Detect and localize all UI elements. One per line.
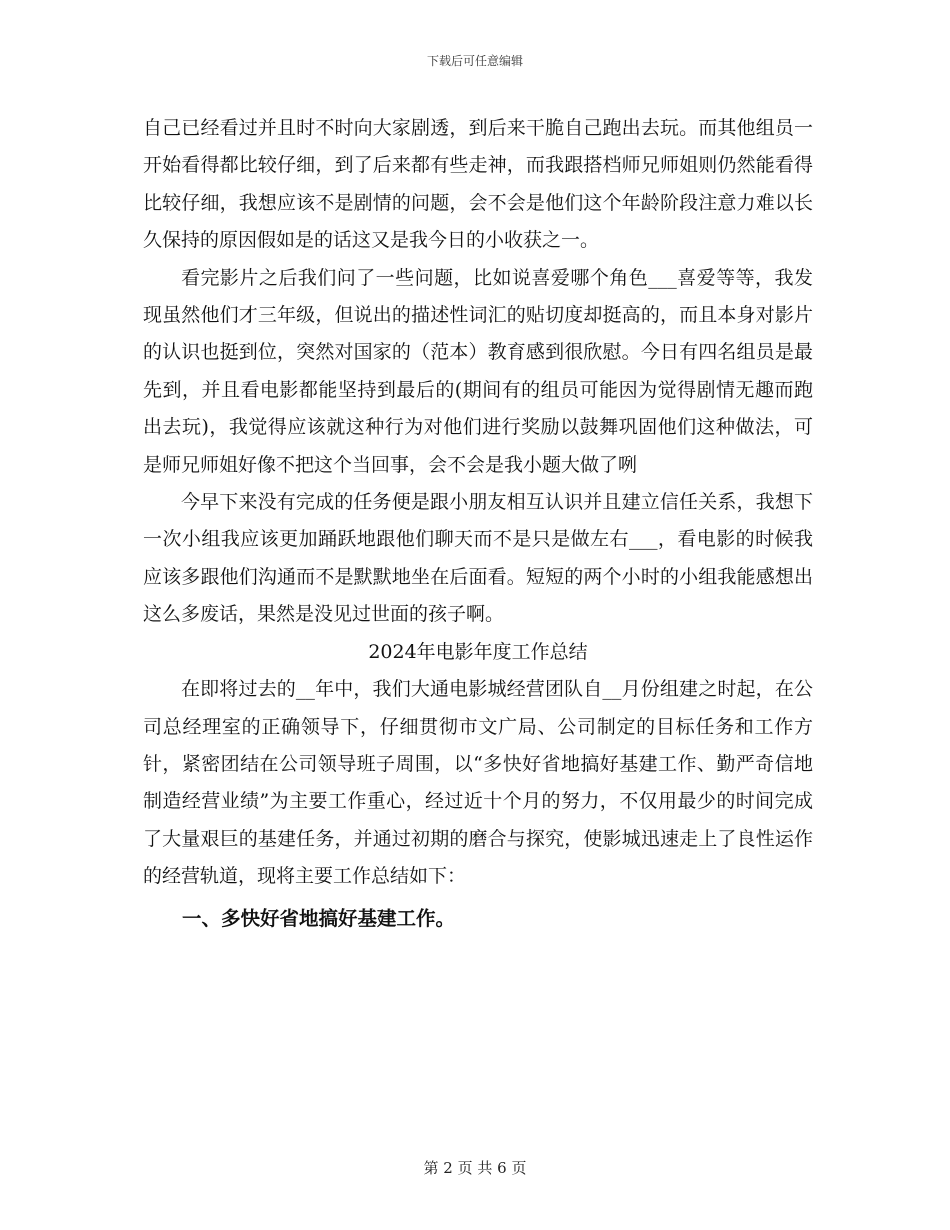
subheading-infrastructure: 一、多快好省地搞好基建工作。 bbox=[182, 906, 456, 930]
page-number: 第 2 页 共 6 页 bbox=[423, 1159, 527, 1177]
paragraph-summary-intro: 在即将过去的__年中，我们大通电影城经营团队自__月份组建之时起，在公司总经理室的正确领导下，仔细贯彻市文广局、公司制定的目标任务和工作方针，紧密团结在公司领导班子周围，以“多快好省地搞好基建工作、勤严奇信地制造经营业绩”为主要工作重心，经过近十个月的努力，不仅用最少的时间完成了大量艰巨的基建任务，并通过初期的磨合与探究，使影城迅速走上了良性运作的经营轨道，现将主要工作总结如下： bbox=[143, 678, 813, 888]
document-body bbox=[143, 110, 813, 937]
page-header: 下载后可任意编辑 bbox=[426, 54, 523, 68]
paragraph-unfinished-task: 今早下来没有完成的任务便是跟小朋友相互认识并且建立信任关系，我想下一次小组我应该更加踊跃地跟他们聊天而不是只是做左右___，看电影的时候我应该多跟他们沟通而不是默默地坐在后面看。短短的两个小时的小组我能感想出这么多废话，果然是没见过世面的孩子啊。 bbox=[143, 491, 813, 626]
section-title: 2024年电影年度工作总结 bbox=[368, 640, 588, 663]
paragraph-continuation: 自己已经看过并且时不时向大家剧透，到后来干脆自己跑出去玩。而其他组员一开始看得都比较仔细，到了后来都有些走神，而我跟搭档师兄师姐则仍然能看得比较仔细，我想应该不是剧情的问题，会不会是他们这个年龄阶段注意力难以长久保持的原因假如是的话这又是我今日的小收获之一。 bbox=[143, 117, 813, 252]
paragraph-movie-questions: 看完影片之后我们问了一些问题，比如说喜爱哪个角色___喜爱等等，我发现虽然他们才三年级，但说出的描述性词汇的贴切度却挺高的，而且本身对影片的认识也挺到位，突然对国家的（范本）教育感到很欣慰。今日有四名组员是最先到，并且看电影都能坚持到最后的(期间有的组员可能因为觉得剧情无趣而跑出去玩)，我觉得应该就这种行为对他们进行奖励以鼓舞巩固他们这种做法，可是师兄师姐好像不把这个当回事，会不会是我小题大做了咧 bbox=[143, 266, 813, 476]
